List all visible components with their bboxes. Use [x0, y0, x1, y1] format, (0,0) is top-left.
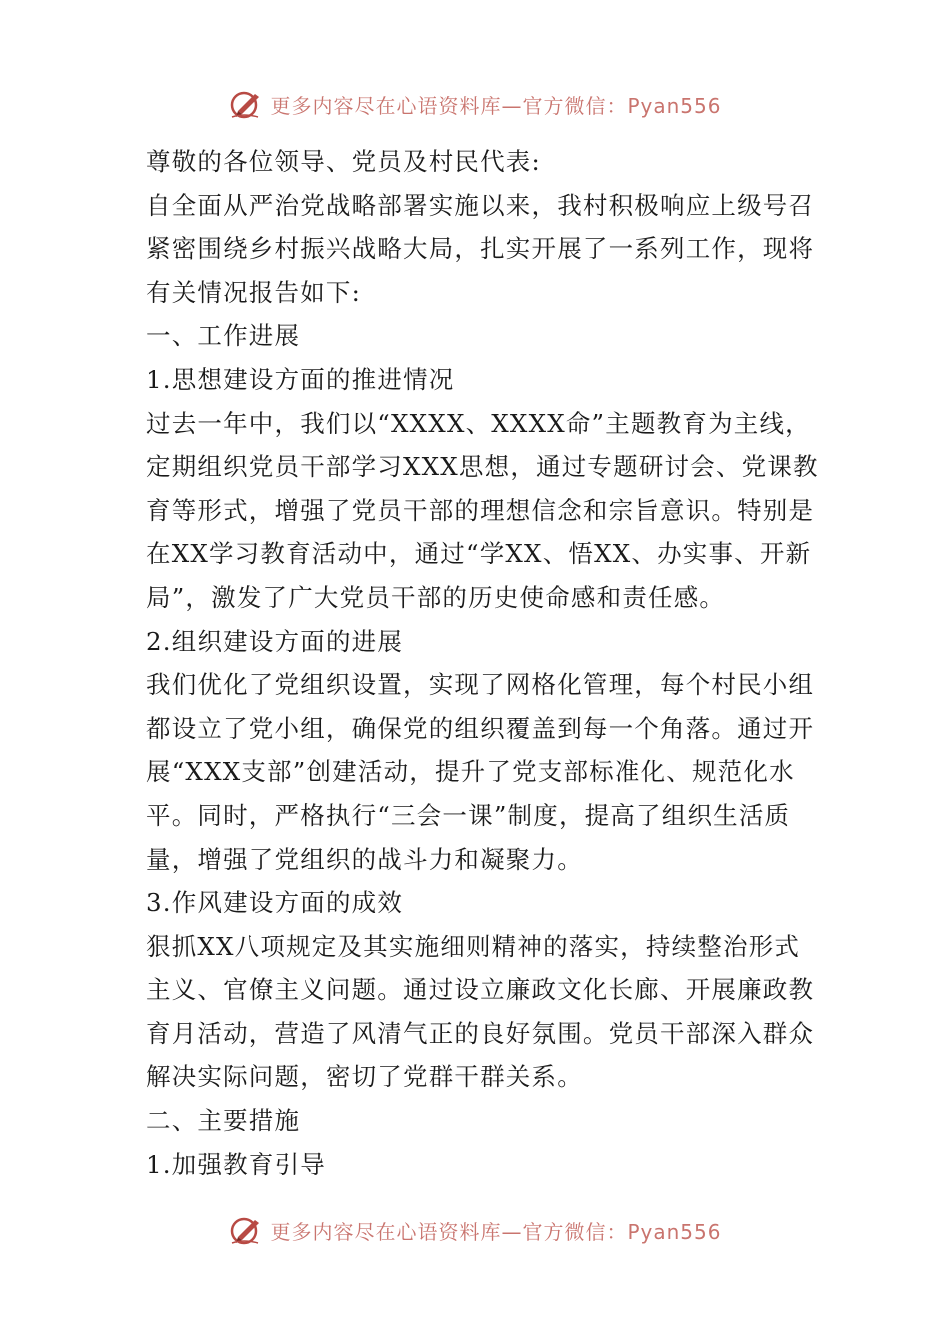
text-line: 育月活动，营造了风清气正的良好氛围。党员干部深入群众: [146, 1018, 815, 1048]
text-line: 狠抓XX八项规定及其实施细则精神的落实，持续整治形式: [146, 931, 801, 961]
document-body: [146, 140, 819, 1186]
text-line: 局”，激发了广大党员干部的历史使命感和责任感。: [146, 582, 726, 612]
subsection-heading: 1.思想建设方面的推进情况: [146, 364, 455, 394]
text-line: 过去一年中，我们以“XXXX、XXXX命”主题教育为主线，: [146, 408, 811, 438]
watermark-text: 更多内容尽在心语资料库—官方微信：Pyan556: [270, 93, 722, 118]
text-line: 在XX学习教育活动中，通过“学XX、悟XX、办实事、开新: [146, 539, 812, 569]
salutation-line: 尊敬的各位领导、党员及村民代表:: [146, 147, 541, 176]
text-line: 我们优化了党组织设置，实现了网格化管理，每个村民小组: [146, 670, 815, 700]
text-line: 自全面从严治党战略部署实施以来，我村积极响应上级号召: [146, 190, 815, 220]
text-line: 解决实际问题，密切了党群干群关系。: [146, 1062, 583, 1092]
subsection-heading: 1.加强教育引导: [146, 1149, 326, 1179]
text-line: 量，增强了党组织的战斗力和凝聚力。: [146, 844, 583, 874]
pen-circle-logo-icon: [228, 87, 264, 121]
subsection-heading: 3.作风建设方面的成效: [146, 888, 404, 918]
section-heading: 二、主要措施: [146, 1106, 301, 1136]
text-line: 育等形式，增强了党员干部的理想信念和宗旨意识。特别是: [146, 495, 815, 525]
watermark-text: 更多内容尽在心语资料库—官方微信：Pyan556: [270, 1219, 722, 1244]
text-line: 主义、官僚主义问题。通过设立廉政文化长廊、开展廉政教: [146, 975, 815, 1005]
text-line: 平。同时，严格执行“三会一课”制度，提高了组织生活质: [146, 800, 791, 830]
text-line: 展“XXX支部”创建活动，提升了党支部标准化、规范化水: [146, 757, 795, 787]
pen-circle-logo-icon: [228, 1213, 264, 1247]
watermark-footer: [0, 1210, 950, 1250]
watermark-header: [0, 84, 950, 124]
text-line: 都设立了党小组，确保党的组织覆盖到每一个角落。通过开: [146, 713, 815, 743]
text-line: 有关情况报告如下:: [146, 277, 362, 307]
subsection-heading: 2.组织建设方面的进展: [146, 626, 404, 656]
text-line: 定期组织党员干部学习XXX思想，通过专题研讨会、党课教: [146, 452, 819, 482]
text-line: 紧密围绕乡村振兴战略大局，扎实开展了一系列工作，现将: [146, 234, 815, 264]
section-heading: 一、工作进展: [146, 321, 301, 351]
